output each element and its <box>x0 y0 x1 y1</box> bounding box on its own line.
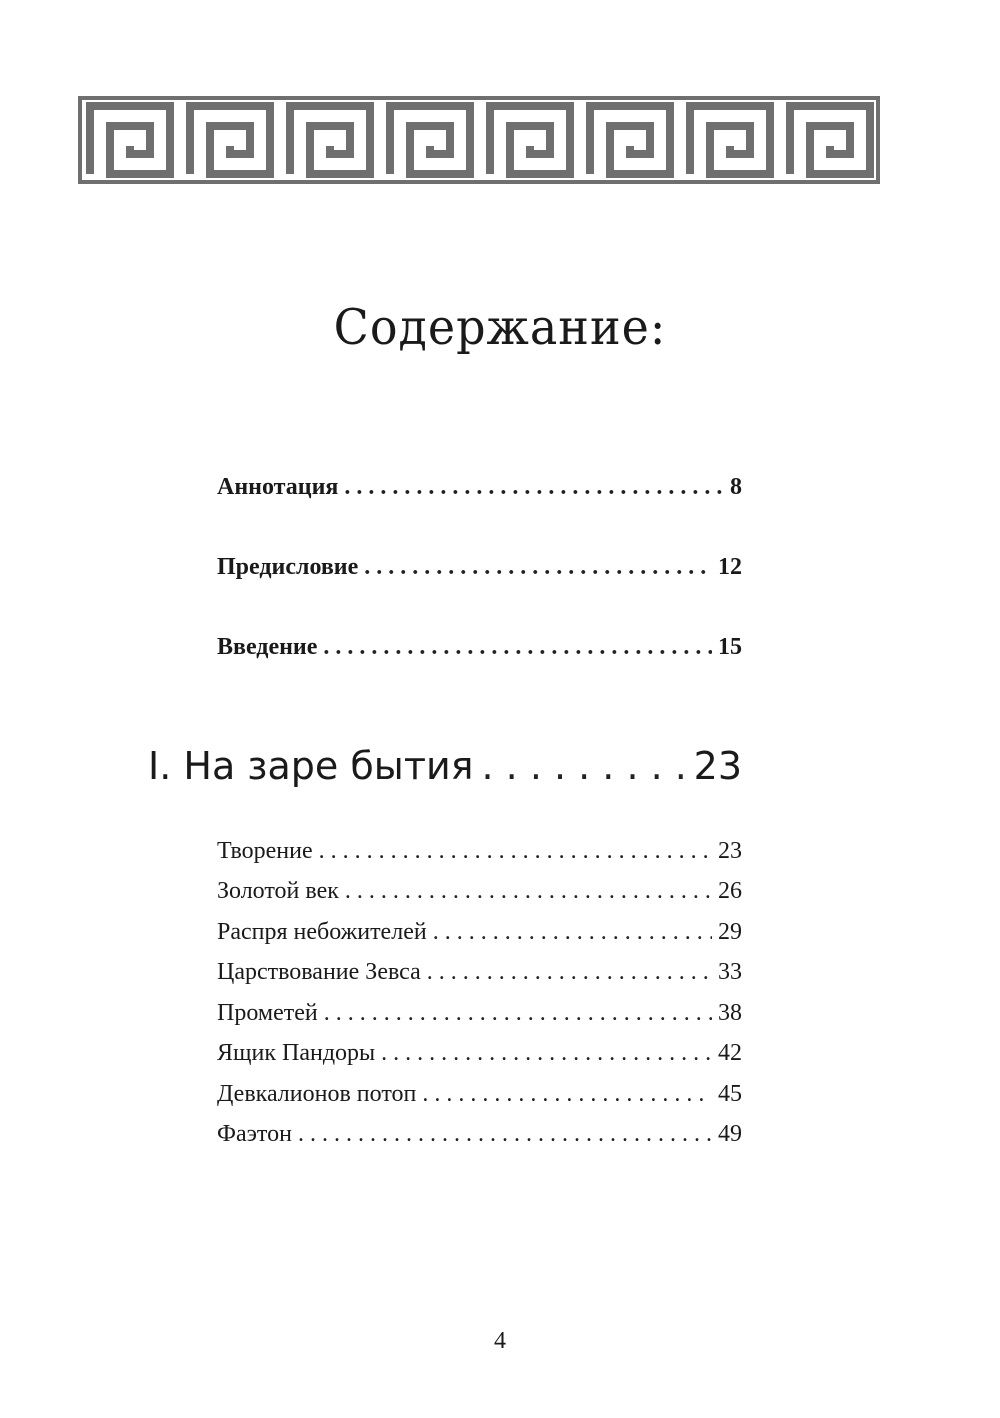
toc-section-label: Фаэтон <box>217 1121 292 1147</box>
toc-entry-page: 8 <box>730 474 742 500</box>
toc-section-page: 29 <box>718 919 742 945</box>
toc-leader-dots <box>482 744 686 788</box>
toc-section-page: 38 <box>718 1000 742 1026</box>
meander-unit <box>290 106 370 174</box>
toc-section <box>217 1000 742 1027</box>
toc-leader-dots <box>345 878 712 905</box>
toc-leader-dots <box>319 838 712 865</box>
toc-section-page: 23 <box>718 838 742 864</box>
toc-section <box>217 1040 742 1067</box>
toc-section-label: Прометей <box>217 1000 318 1026</box>
toc-section <box>217 878 742 905</box>
toc-leader-dots <box>381 1040 712 1067</box>
toc-leader-dots <box>323 634 712 661</box>
toc-entry-label: Введение <box>217 634 318 660</box>
chapter-label: I. На заре бытия <box>148 744 474 788</box>
toc-section <box>217 838 742 865</box>
toc-leader-dots <box>324 1000 712 1027</box>
toc-entry <box>217 634 742 661</box>
toc-entry <box>217 554 742 581</box>
toc-section-label: Девкалионов потоп <box>217 1081 417 1107</box>
toc-section-label: Царствование Зевса <box>217 959 421 985</box>
toc-leader-dots <box>427 959 712 986</box>
meander-unit <box>90 106 170 174</box>
toc-entry-page: 12 <box>718 554 742 580</box>
meander-unit <box>190 106 270 174</box>
meander-unit <box>690 106 770 174</box>
toc-section-label: Творение <box>217 838 313 864</box>
meander-unit <box>790 106 870 174</box>
toc-section-page: 26 <box>718 878 742 904</box>
toc-section-page: 49 <box>718 1121 742 1147</box>
toc-leader-dots <box>433 919 712 946</box>
toc-section <box>217 919 742 946</box>
meander-unit <box>590 106 670 174</box>
toc-section <box>217 1121 742 1148</box>
chapter-page: 23 <box>693 744 742 788</box>
toc-section-label: Ящик Пандоры <box>217 1040 376 1066</box>
toc-section-page: 33 <box>718 959 742 985</box>
meander-unit <box>390 106 470 174</box>
toc-section-page: 42 <box>718 1040 742 1066</box>
greek-key-ornament <box>78 96 880 184</box>
toc-entry-page: 15 <box>718 634 742 660</box>
toc-leader-dots <box>344 474 724 501</box>
chapter-heading <box>148 744 742 788</box>
toc-leader-dots <box>422 1081 712 1108</box>
toc-section <box>217 959 742 986</box>
meander-unit <box>490 106 570 174</box>
page-number: 4 <box>494 1328 506 1354</box>
toc-section-label: Распря небожителей <box>217 919 427 945</box>
toc-entry-label: Аннотация <box>217 474 339 500</box>
toc-leader-dots <box>298 1121 712 1148</box>
toc-section <box>217 1081 742 1108</box>
toc-section-label: Золотой век <box>217 878 339 904</box>
toc-leader-dots <box>364 554 712 581</box>
greek-key-border <box>78 96 880 184</box>
toc-entry-label: Предисловие <box>217 554 359 580</box>
toc-section-page: 45 <box>718 1081 742 1107</box>
page-title: Содержание: <box>333 298 667 356</box>
ornament-frame <box>80 98 878 182</box>
toc-entry <box>217 474 742 501</box>
